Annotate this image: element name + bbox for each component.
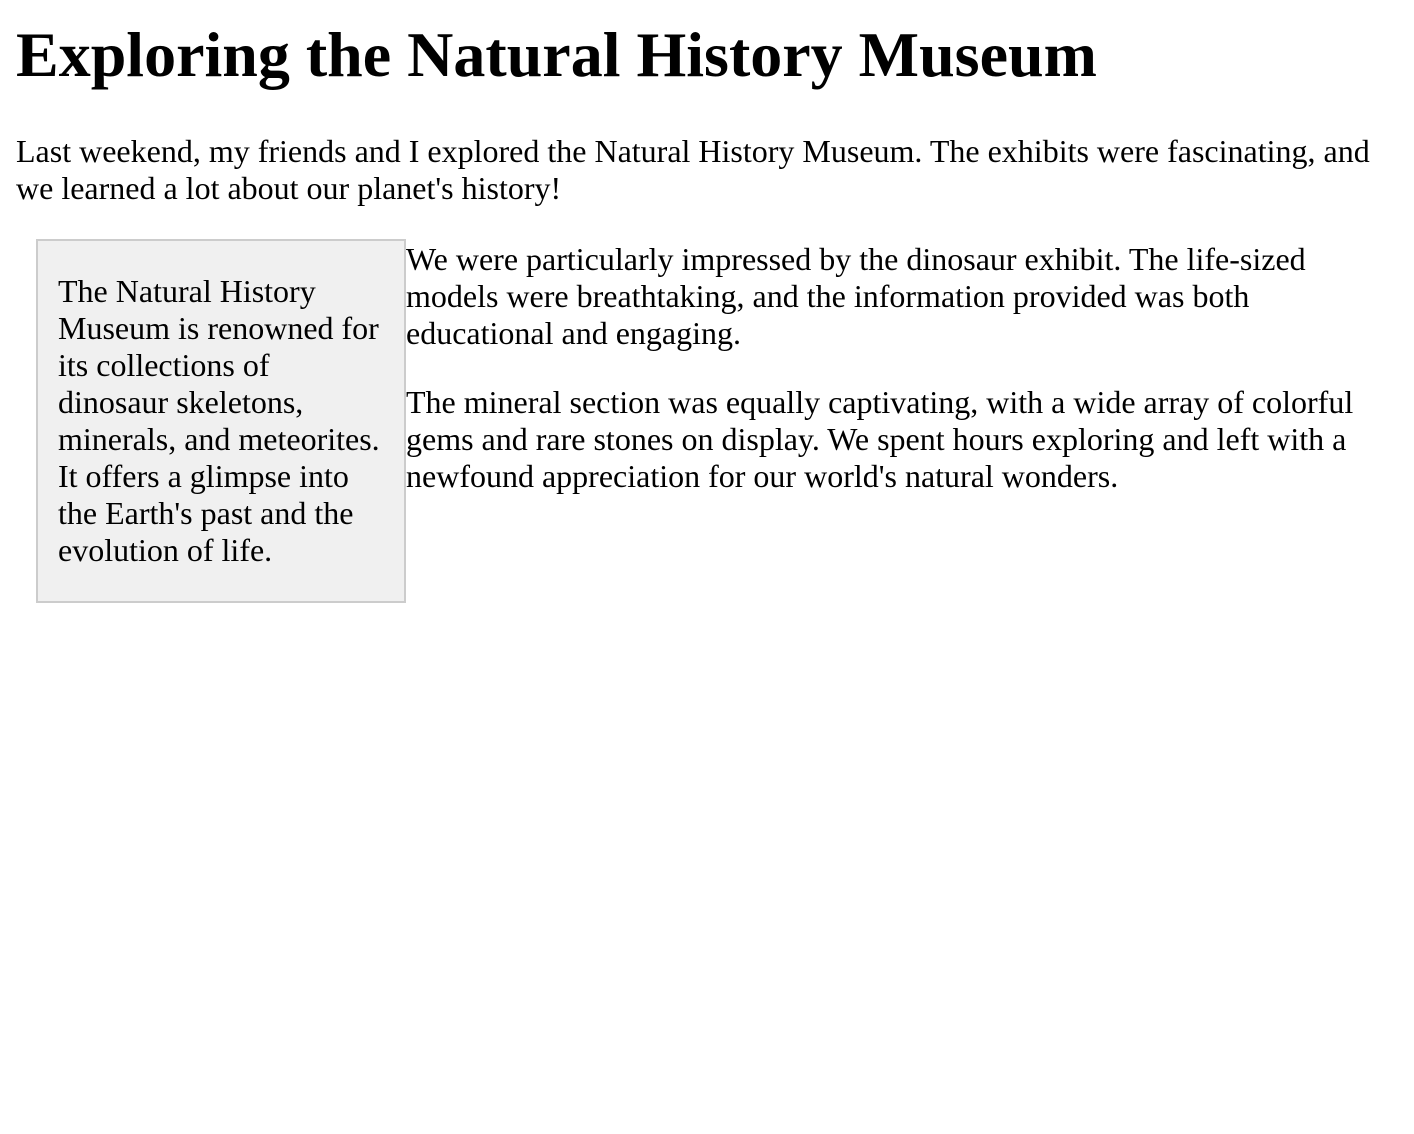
intro-paragraph: Last weekend, my friends and I explored the Natural History Museum. The exhibits were fascinating, and we learned a lot about our planet's history! [16,133,1370,206]
sidebar-text: The Natural History Museum is renowned for its collections of dinosaur skeletons, minerals, and meteorites. It offers a glimpse into the Earth's past and the evolution of life. [58,273,380,568]
mineral-paragraph: The mineral section was equally captivating, with a wide array of colorful gems and rare stones on display. We spent hours exploring and left with a newfound appreciation for our world's natural wonders. [406,384,1354,494]
page-title: Exploring the Natural History Museum [16,19,1097,90]
sidebar-box [36,239,406,603]
article-content [16,239,1398,568]
dinosaur-paragraph: We were particularly impressed by the dinosaur exhibit. The life-sized models were breathtaking, and the information provided was both educational and engaging. [406,241,1306,351]
article [0,18,1414,568]
